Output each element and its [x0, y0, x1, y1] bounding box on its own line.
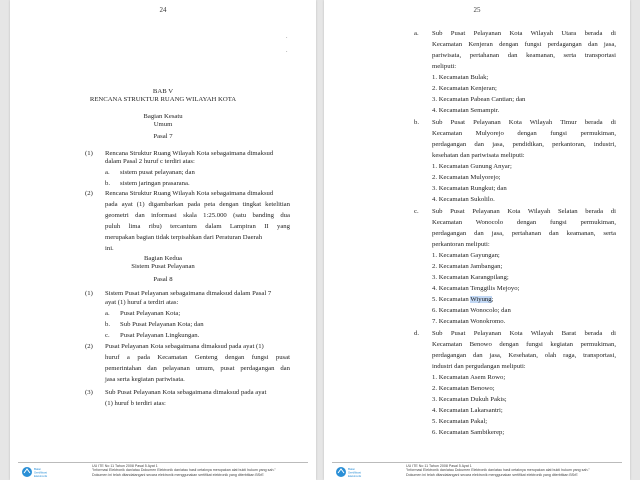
section-title: Bagian Kesatu — [143, 113, 183, 120]
paragraph-line: puluh lima ribu) tercantum dalam Lampiran II yang — [105, 223, 290, 230]
logo-text: Balai — [348, 467, 355, 471]
article-title: Pasal 8 — [153, 276, 173, 283]
highlighted-text[interactable]: Wiyung — [470, 296, 492, 303]
page-footer — [324, 462, 630, 480]
list-item: sistem jaringan prasarana. — [120, 180, 190, 187]
list-item: Pusat Pelayanan Lingkungan. — [120, 332, 200, 339]
document-page-24 — [10, 0, 316, 480]
list-item: 4. Kecamatan Sukolilo. — [432, 196, 495, 203]
paragraph-number: (3) — [85, 389, 93, 396]
list-marker: c. — [414, 208, 419, 215]
paragraph-line: ayat (1) huruf a terdiri atas: — [105, 299, 179, 306]
paragraph-line: Sub Pusat Pelayanan Kota sebagaimana dimaksud pada ayat — [105, 389, 267, 396]
list-item: 2. Kecamatan Mulyorejo; — [432, 174, 501, 181]
document-page-25 — [324, 0, 630, 480]
list-item: 6. Kecamatan Sambikerep; — [432, 429, 505, 436]
chapter-subtitle: RENCANA STRUKTUR RUANG WILAYAH KOTA — [89, 96, 237, 103]
list-item: 7. Kecamatan Wonokromo. — [432, 318, 506, 325]
list-item: 1. Kecamatan Gayungan; — [432, 252, 500, 259]
list-marker: a. — [105, 169, 110, 176]
paragraph-line: huruf a pada Kecamatan Genteng dengan fungsi pusat — [105, 354, 290, 361]
paragraph-number: (2) — [85, 343, 93, 350]
paragraph-line: Sub Pusat Pelayanan Kota Wilayah Barat berada di — [432, 330, 616, 337]
dot-mark: . — [286, 34, 288, 40]
paragraph-line: perdagangan dan jasa, pertahanan dan keamanan, serta — [432, 230, 616, 237]
list-marker: b. — [105, 321, 111, 328]
footer-text — [92, 464, 276, 477]
list-marker: b. — [414, 119, 420, 126]
list-item: 1. Kecamatan Gunung Anyar; — [432, 163, 512, 170]
footer-divider — [332, 462, 622, 463]
paragraph-line: Sub Pusat Pelayanan Kota Wilayah Timur berada di — [432, 119, 616, 126]
paragraph-line: merupakan bagian tidak terpisahkan dari Peraturan Daerah — [105, 234, 263, 241]
paragraph-line: Sub Pusat Pelayanan Kota Wilayah Selatan berada di — [432, 208, 616, 215]
section-subtitle: Umum — [153, 121, 173, 128]
footer-line: UU ITE No 11 Tahun 2008 Pasal 5 Ayat 1 — [92, 464, 158, 468]
chapter-title: BAB V — [152, 88, 174, 95]
paragraph-line: Rencana Struktur Ruang Wilayah Kota sebagaimana dimaksud — [105, 150, 274, 157]
footer-text — [406, 464, 590, 477]
dot-mark: . — [286, 48, 288, 54]
paragraph-number: (1) — [85, 150, 93, 157]
list-item: 6. Kecamatan Wonocolo; dan — [432, 307, 511, 314]
logo-text: Sertifikasi — [34, 470, 48, 475]
list-item: 5. Kecamatan Pakal; — [432, 418, 488, 425]
list-item: 1. Kecamatan Bulak; — [432, 74, 489, 81]
list-item-text: ; — [491, 296, 494, 303]
paragraph-line: Sistem Pusat Pelayanan sebagaimana dimaksud dalam Pasal 7 — [105, 290, 272, 297]
list-item — [432, 296, 493, 304]
logo-text: Sertifikasi — [348, 470, 362, 475]
paragraph-line: pada ayat (1) digambarkan pada peta dengan tingkat ketelitian — [105, 201, 290, 208]
paragraph-line: Sub Pusat Pelayanan Kota Wilayah Utara berada di — [432, 30, 616, 37]
list-marker: a. — [414, 30, 419, 37]
paragraph-line: Kecamatan Mulyorejo dengan fungsi permukiman, — [432, 130, 616, 137]
logo-text: Elektronik — [34, 474, 48, 478]
list-item-text: 5. Kecamatan — [432, 296, 469, 303]
list-item: Sub Pusat Pelayanan Kota; dan — [120, 321, 204, 328]
list-item: 3. Kecamatan Pabean Cantian; dan — [432, 96, 526, 103]
footer-line: Dokumen ini telah ditandatangani secara elektronik menggunakan sertifikat elektronik yang diterbitkan BSrE — [406, 472, 578, 477]
list-item: 1. Kecamatan Asem Rowo; — [432, 374, 506, 381]
list-marker: d. — [414, 330, 420, 337]
paragraph-line: pariwisata, pertahanan dan keamanan, serta transportasi — [432, 52, 616, 59]
paragraph-line: Kecamatan Kenjeran dengan fungsi perdagangan dan jasa, — [432, 41, 616, 48]
paragraph-number: (2) — [85, 190, 93, 197]
paragraph-line: perkantoran meliputi: — [432, 241, 490, 248]
paragraph-line: Kecamatan Wonocolo dengan fungsi permukiman, — [432, 219, 616, 226]
footer-line: "Informasi Elektronik dan/atau Dokumen Elektronik dan/atau hasil cetaknya merupakan alat bukti hukum yang sah." — [406, 468, 590, 473]
list-item: 3. Kecamatan Dukuh Pakis; — [432, 396, 507, 403]
footer-line: UU ITE No 11 Tahun 2008 Pasal 5 Ayat 1 — [406, 464, 472, 468]
list-item: 4. Kecamatan Semampir. — [432, 107, 500, 114]
article-title: Pasal 7 — [153, 133, 173, 140]
paragraph-line: Kecamatan Benowo dengan fungsi kegiatan permukiman, — [432, 341, 616, 348]
list-marker: a. — [105, 310, 110, 317]
paragraph-line: perdagangan dan jasa, Kesehatan, olah raga, transportasi, — [432, 352, 616, 359]
list-marker: b. — [105, 180, 111, 187]
paragraph-line: industri dan pergudangan meliputi: — [432, 363, 526, 370]
paragraph-line: (1) huruf b terdiri atas: — [105, 400, 166, 407]
list-marker: c. — [105, 332, 110, 339]
list-item: 3. Kecamatan Rungkut; dan — [432, 185, 507, 192]
list-item: 2. Kecamatan Kenjeran; — [432, 85, 497, 92]
section-subtitle: Sistem Pusat Pelayanan — [131, 263, 195, 270]
footer-line: "Informasi Elektronik dan/atau Dokumen Elektronik dan/atau hasil cetaknya merupakan alat bukti hukum yang sah." — [92, 468, 276, 473]
paragraph-line: jasa serta kegiatan pariwisata. — [105, 376, 185, 383]
paragraph-line: Pusat Pelayanan Kota sebagaimana dimaksud pada ayat (1) — [105, 343, 264, 350]
paragraph-line: Rencana Struktur Ruang Wilayah Kota sebagaimana dimaksud — [105, 190, 274, 197]
list-item: 2. Kecamatan Benowo; — [432, 385, 495, 392]
paragraph-line: ini. — [105, 245, 114, 252]
paragraph-line: pemerintahan dan pelayanan umum, pusat perdagangan dan — [105, 365, 290, 372]
list-item: Pusat Pelayanan Kota; — [120, 310, 181, 317]
bsre-logo-icon — [22, 465, 52, 479]
list-item: 4. Kecamatan Tenggilis Mejoyo; — [432, 285, 520, 292]
page-footer — [10, 462, 316, 480]
paragraph-number: (1) — [85, 290, 93, 297]
paragraph-line: kesehatan dan pariwisata meliputi: — [432, 152, 525, 159]
paragraph-line: dalam Pasal 2 huruf c terdiri atas: — [105, 158, 195, 165]
logo-text: Elektronik — [348, 474, 362, 478]
footer-line: Dokumen ini telah ditandatangani secara elektronik menggunakan sertifikat elektronik yang diterbitkan BSrE — [92, 472, 264, 477]
bsre-logo-icon — [336, 465, 366, 479]
list-item: 3. Kecamatan Karangpilang; — [432, 274, 509, 281]
list-item: sistem pusat pelayanan; dan — [120, 169, 195, 176]
page-number: 25 — [473, 6, 481, 14]
paragraph-line: perdagangan dan jasa, pendidikan, perkantoran, industri, — [432, 141, 616, 148]
list-item: 4. Kecamatan Lakarsantri; — [432, 407, 503, 414]
logo-text: Balai — [34, 467, 41, 471]
list-item: 2. Kecamatan Jambangan; — [432, 263, 503, 270]
page-number: 24 — [159, 6, 167, 14]
footer-divider — [18, 462, 308, 463]
paragraph-line: meliputi: — [432, 63, 457, 70]
paragraph-line: geometri dan informasi skala 1:25.000 (satu banding dua — [105, 212, 290, 219]
section-title: Bagian Kedua — [143, 255, 183, 262]
